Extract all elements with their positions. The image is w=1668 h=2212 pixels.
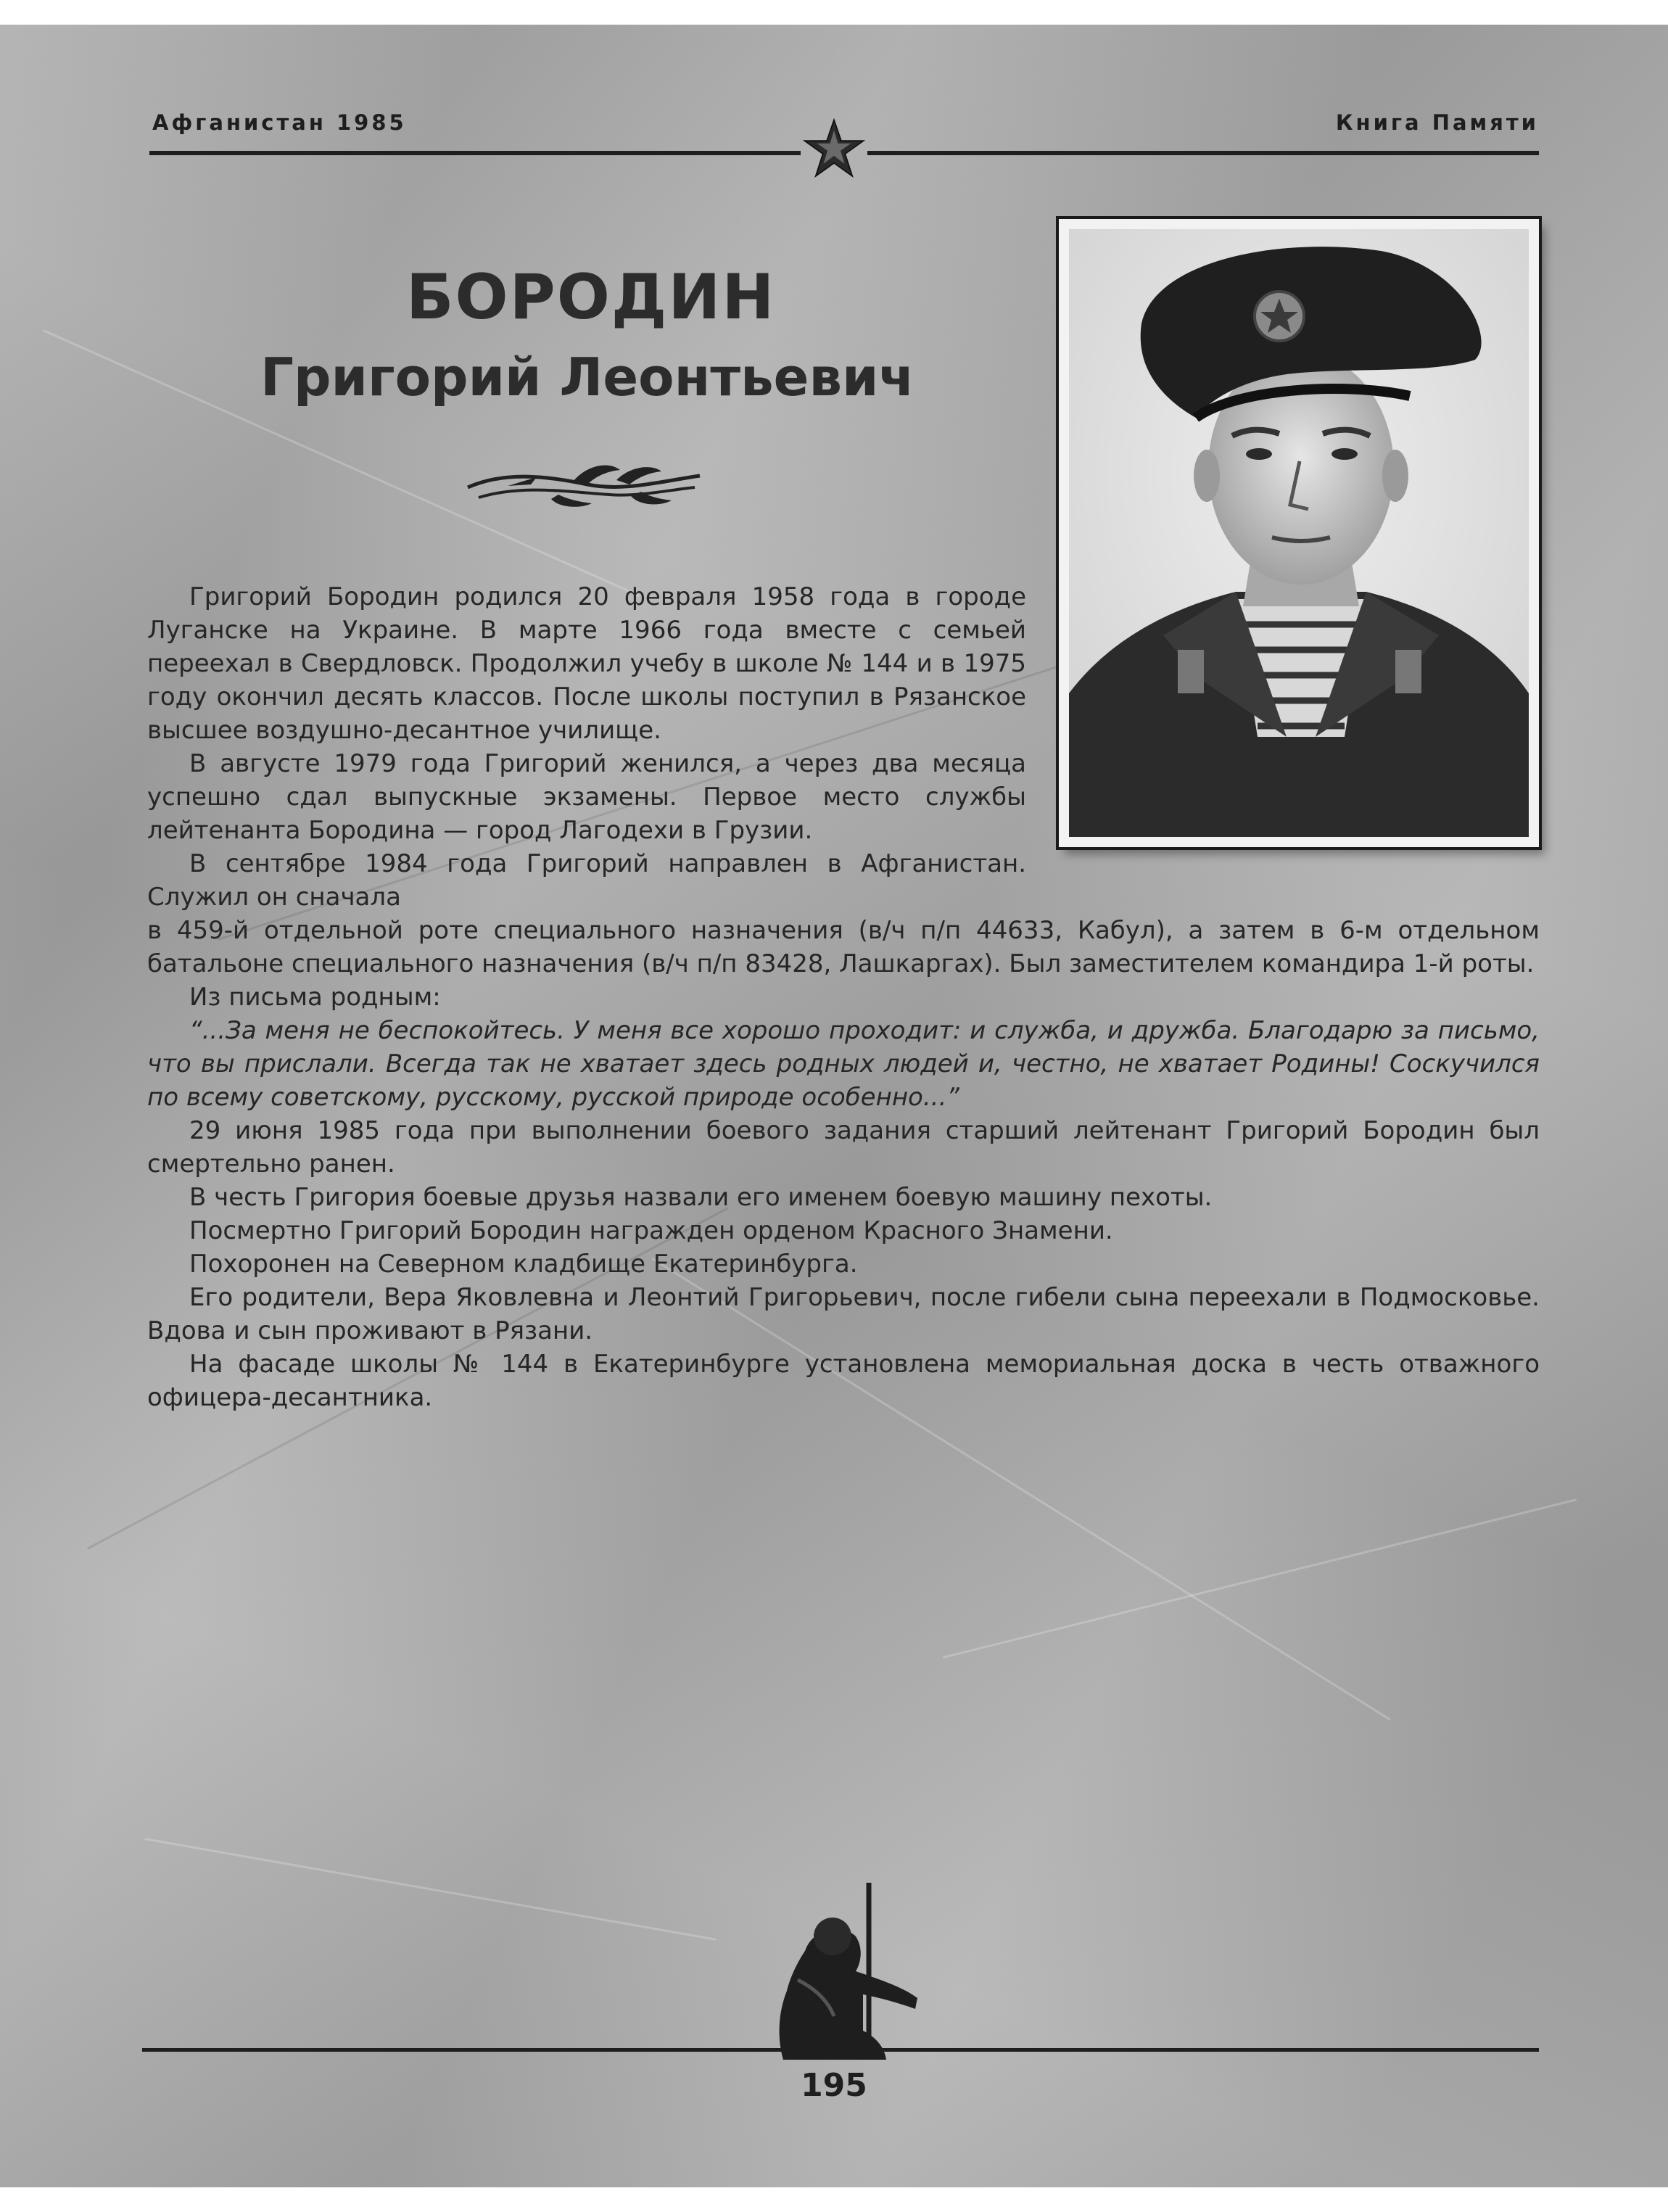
paragraph-birth: Григорий Бородин родился 20 февраля 1958 года в городе Луганске на Украине. В марте 1966 года вместе с семьей переехал в Свердловск. Продолжил учебу в школе № 144 и в 1975 году окончил десять классов. После школы поступил в Рязанское высшее воздушно-десантное училище. xyxy=(147,582,1026,745)
ornament-icon xyxy=(464,455,703,513)
paragraph-marriage: В августе 1979 года Григорий женился, а через два месяца успешно сдал выпускные экзамены. Первое место службы лейтенанта Бородина — город Лагодехи в Грузии. xyxy=(147,749,1026,845)
paragraph-plaque: На фасаде школы № 144 в Екатеринбурге установлена мемориальная доска в честь отважного офицера-десантника. xyxy=(147,1350,1540,1412)
page-number: 195 xyxy=(801,2067,867,2104)
paragraph-letter-quote: “...За меня не беспокойтесь. У меня все хорошо проходит: и служба, и дружба. Благодарю за письмо, что вы прислали. Всегда так не хватает здесь родных людей и, честно, не хватает Родины! Соскучился по всему советскому, русскому, русской природе особенно...” xyxy=(147,1016,1540,1112)
paragraph-letter-intro: Из письма родным: xyxy=(189,983,441,1012)
paper-crease xyxy=(144,1838,716,1941)
header-rule-right xyxy=(867,151,1539,155)
paragraph-afghanistan-service: в 459-й отдельной роте специального назначения (в/ч п/п 44633, Кабул), а затем в 6-м отдельном батальоне специального назначения (в/ч п/п 83428, Лашкаргах). Был заместителем командира 1-й роты. xyxy=(147,916,1540,978)
article-body xyxy=(147,580,1540,1414)
surname-title: БОРОДИН xyxy=(406,261,776,334)
paragraph-afghanistan-start: В сентябре 1984 года Григорий направлен в Афганистан. Служил он сначала xyxy=(147,849,1026,912)
soldier-emblem-icon xyxy=(754,1878,928,2067)
given-name-title: Григорий Леонтьевич xyxy=(260,347,914,408)
paragraph-award: Посмертно Григорий Бородин награжден орденом Красного Знамени. xyxy=(189,1216,1113,1245)
paragraph-death: 29 июня 1985 года при выполнении боевого задания старший лейтенант Григорий Бородин был смертельно ранен. xyxy=(147,1116,1540,1179)
footer-rule xyxy=(142,2048,1539,2052)
paragraph-family: Его родители, Вера Яковлевна и Леонтий Григорьевич, после гибели сына переехали в Подмосковье. Вдова и сын проживают в Рязани. xyxy=(147,1283,1540,1345)
star-icon xyxy=(801,116,867,181)
running-header-right: Книга Памяти xyxy=(1335,110,1539,135)
paper-crease xyxy=(943,1498,1577,1659)
running-header-left: Афганистан 1985 xyxy=(152,110,407,135)
header-rule-left xyxy=(149,151,801,155)
paragraph-burial: Похоронен на Северном кладбище Екатеринбурга. xyxy=(189,1250,858,1279)
paragraph-bmp: В честь Григория боевые друзья назвали его именем боевую машину пехоты. xyxy=(189,1183,1213,1212)
